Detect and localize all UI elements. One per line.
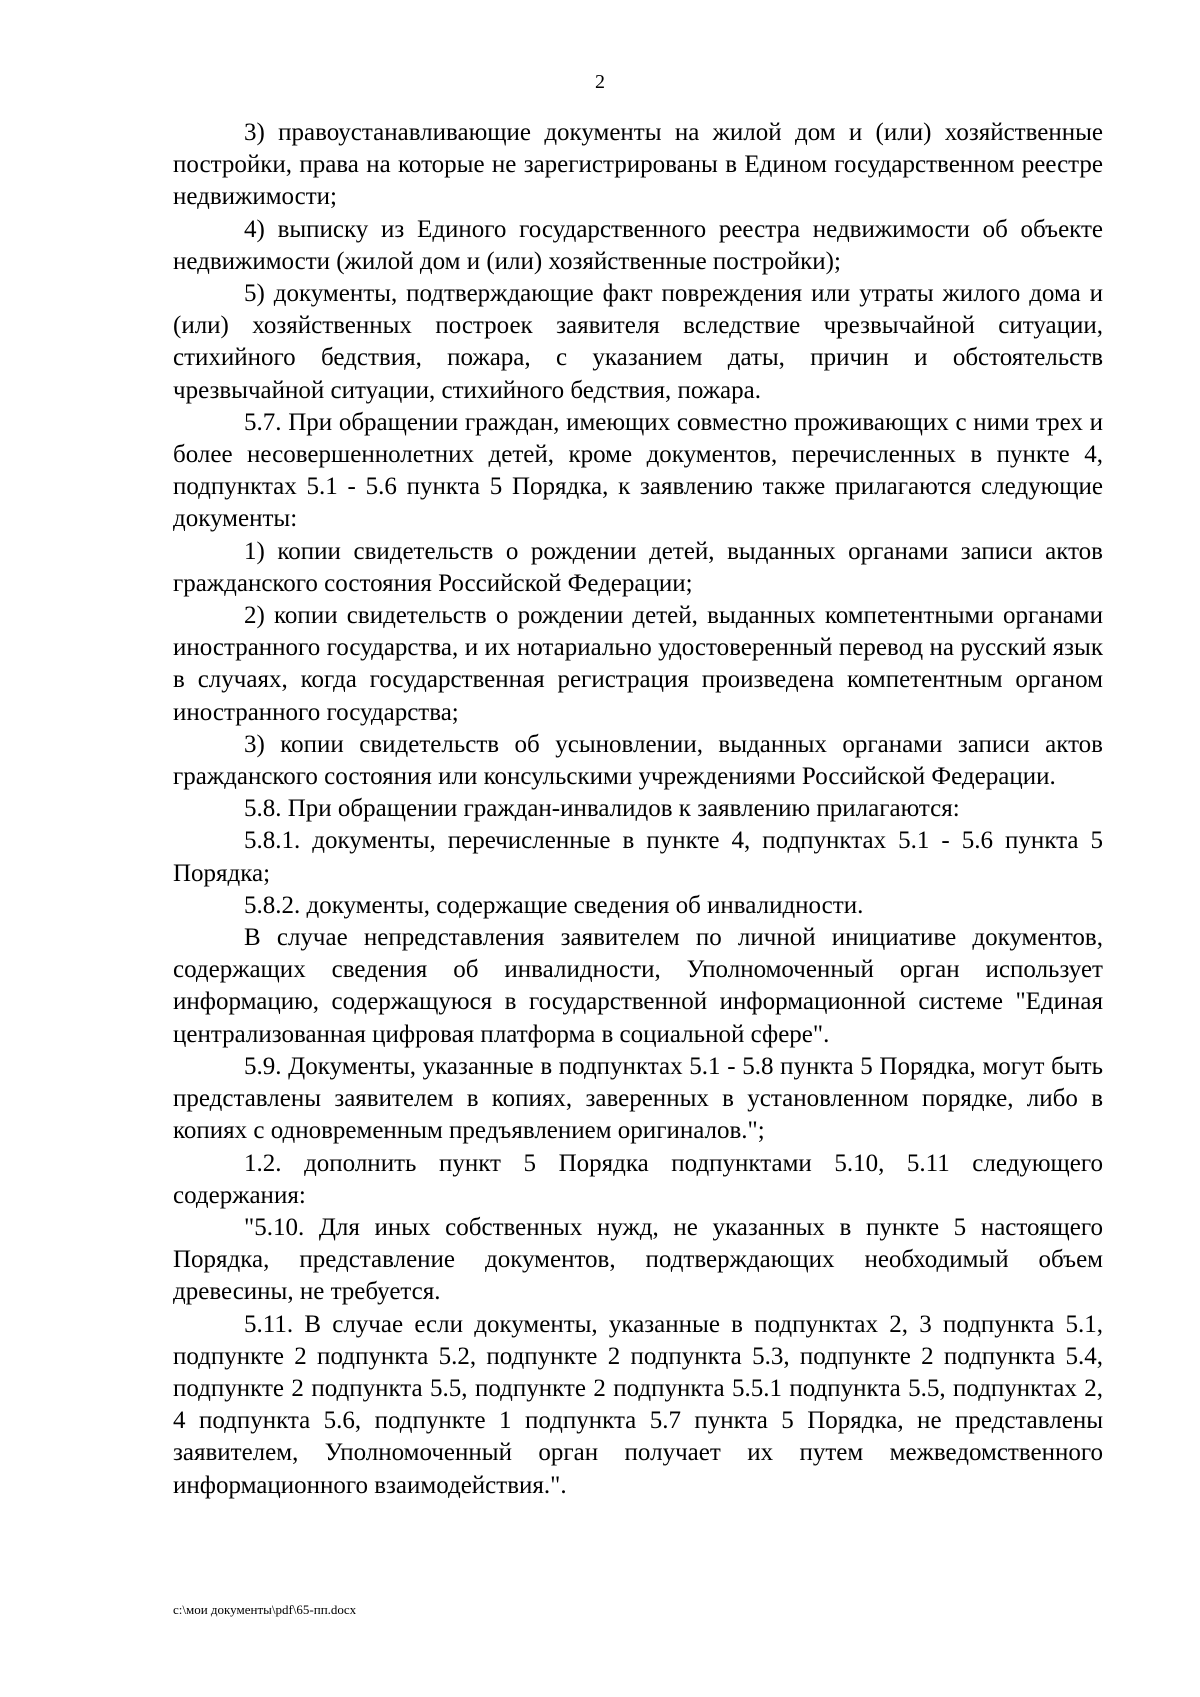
paragraph-5-7-item-1: 1) копии свидетельств о рождении детей, выданных органами записи актов гражданского состояния Российской Федерации;	[173, 537, 1103, 597]
document-body	[173, 117, 1103, 1502]
paragraph-5-8-1: 5.8.1. документы, перечисленные в пункте 4, подпунктах 5.1 - 5.6 пункта 5 Порядка;	[173, 827, 1103, 887]
page-number: 2	[595, 71, 605, 93]
paragraph-item-3: 3) правоустанавливающие документы на жилой дом и (или) хозяйственные постройки, права на которые не зарегистрированы в Едином государственном реестре недвижимости;	[173, 119, 1103, 211]
paragraph-5-8: 5.8. При обращении граждан-инвалидов к заявлению прилагаются:	[244, 795, 960, 823]
paragraph-5-11: 5.11. В случае если документы, указанные в подпунктах 2, 3 подпункта 5.1, подпункте 2 подпункта 5.2, подпункте 2 подпункта 5.3, подпункте 2 подпункта 5.4, подпункте 2 подпункта 5.5, подпункте 2 подпункта 5.5.1 подпункта 5.5, подпунктах 2, 4 подпункта 5.6, подпункте 1 подпункта 5.7 пункта 5 Порядка, не представлены заявителем, Уполномоченный орган получает их путем межведомственного информационного взаимодействия.".	[173, 1310, 1103, 1499]
footer-file-path: c:\мои документы\pdf\65-пп.docx	[173, 1602, 357, 1617]
paragraph-5-9: 5.9. Документы, указанные в подпунктах 5.1 - 5.8 пункта 5 Порядка, могут быть представлены заявителем в копиях, заверенных в установленном порядке, либо в копиях с одновременным предъявлением оригиналов.";	[173, 1052, 1103, 1145]
paragraph-item-5: 5) документы, подтверждающие факт повреждения или утраты жилого дома и (или) хозяйственных построек заявителя вследствие чрезвычайной ситуации, стихийного бедствия, пожара, с указанием даты, причин и обстоятельств чрезвычайной ситуации, стихийного бедствия, пожара.	[173, 280, 1103, 404]
paragraph-5-10: "5.10. Для иных собственных нужд, не указанных в пункте 5 настоящего Порядка, представление документов, подтверждающих необходимый объем древесины, не требуется.	[173, 1213, 1103, 1306]
paragraph-5-8-2: 5.8.2. документы, содержащие сведения об инвалидности.	[244, 891, 864, 919]
paragraph-5-7-item-2: 2) копии свидетельств о рождении детей, выданных компетентными органами иностранного государства, и их нотариально удостоверенный перевод на русский язык в случаях, когда государственная регистрация произведена компетентным органом иностранного государства;	[173, 602, 1103, 726]
paragraph-disability-info: В случае непредставления заявителем по личной инициативе документов, содержащих сведения об инвалидности, Уполномоченный орган использует информацию, содержащуюся в государственной информационной системе "Единая централизованная цифровая платформа в социальной сфере".	[173, 924, 1103, 1048]
paragraph-5-7-item-3: 3) копии свидетельств об усыновлении, выданных органами записи актов гражданского состояния или консульскими учреждениями Российской Федерации.	[173, 730, 1103, 791]
paragraph-5-7: 5.7. При обращении граждан, имеющих совместно проживающих с ними трех и более несовершеннолетних детей, кроме документов, перечисленных в пункте 4, подпунктах 5.1 - 5.6 пункта 5 Порядка, к заявлению также прилагаются следующие документы:	[173, 408, 1103, 533]
paragraph-item-4: 4) выписку из Единого государственного реестра недвижимости об объекте недвижимости (жилой дом и (или) хозяйственные постройки);	[173, 215, 1103, 275]
paragraph-1-2: 1.2. дополнить пункт 5 Порядка подпунктами 5.10, 5.11 следующего содержания:	[173, 1149, 1103, 1209]
